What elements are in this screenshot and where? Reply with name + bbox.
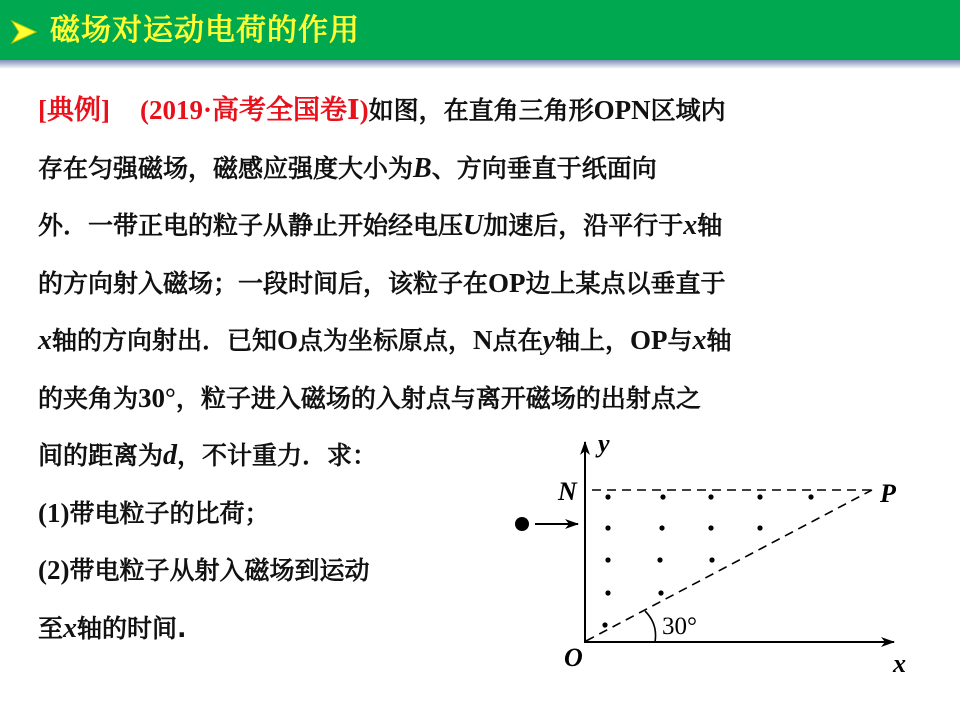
problem-line-2: 存在匀强磁场，磁感应强度大小为B、方向垂直于纸面向	[38, 152, 657, 184]
charged-particle	[515, 517, 529, 531]
question-1: (1)带电粒子的比荷；	[38, 497, 270, 528]
problem-line-1: [典例] (2019·高考全国卷Ⅰ)如图，在直角三角形OPN区域内	[38, 95, 726, 125]
label-O: O	[564, 643, 583, 672]
source-citation: (2019·高考全国卷Ⅰ)	[139, 95, 369, 125]
question-2: (2)带电粒子从射入磁场到运动	[38, 555, 370, 585]
field-dots	[602, 494, 813, 627]
problem-line-4: 的方向射入磁场；一段时间后，该粒子在OP边上某点以垂直于	[38, 267, 726, 298]
label-x: x	[893, 649, 906, 678]
slide-title: 磁场对运动电荷的作用	[50, 13, 360, 48]
problem-line-7: 间的距离为d，不计重力．求：	[38, 440, 378, 471]
example-tag: [典例]	[38, 95, 110, 125]
segment-OP	[586, 490, 872, 641]
label-y: y	[598, 429, 610, 458]
problem-line-3: 外．一带正电的粒子从静止开始经电压U加速后，沿平行于x轴	[38, 210, 723, 241]
problem-line-6: 的夹角为30°，粒子进入磁场的入射点与离开磁场的出射点之	[38, 382, 701, 413]
label-N: N	[558, 477, 577, 506]
angle-arc	[645, 611, 656, 642]
problem-line-5: x轴的方向射出．已知O点为坐标原点，N点在y轴上，OP与x轴	[38, 325, 732, 356]
label-angle: 30°	[662, 613, 697, 640]
label-P: P	[880, 479, 896, 508]
question-2-continued: 至x轴的时间.	[38, 612, 187, 644]
